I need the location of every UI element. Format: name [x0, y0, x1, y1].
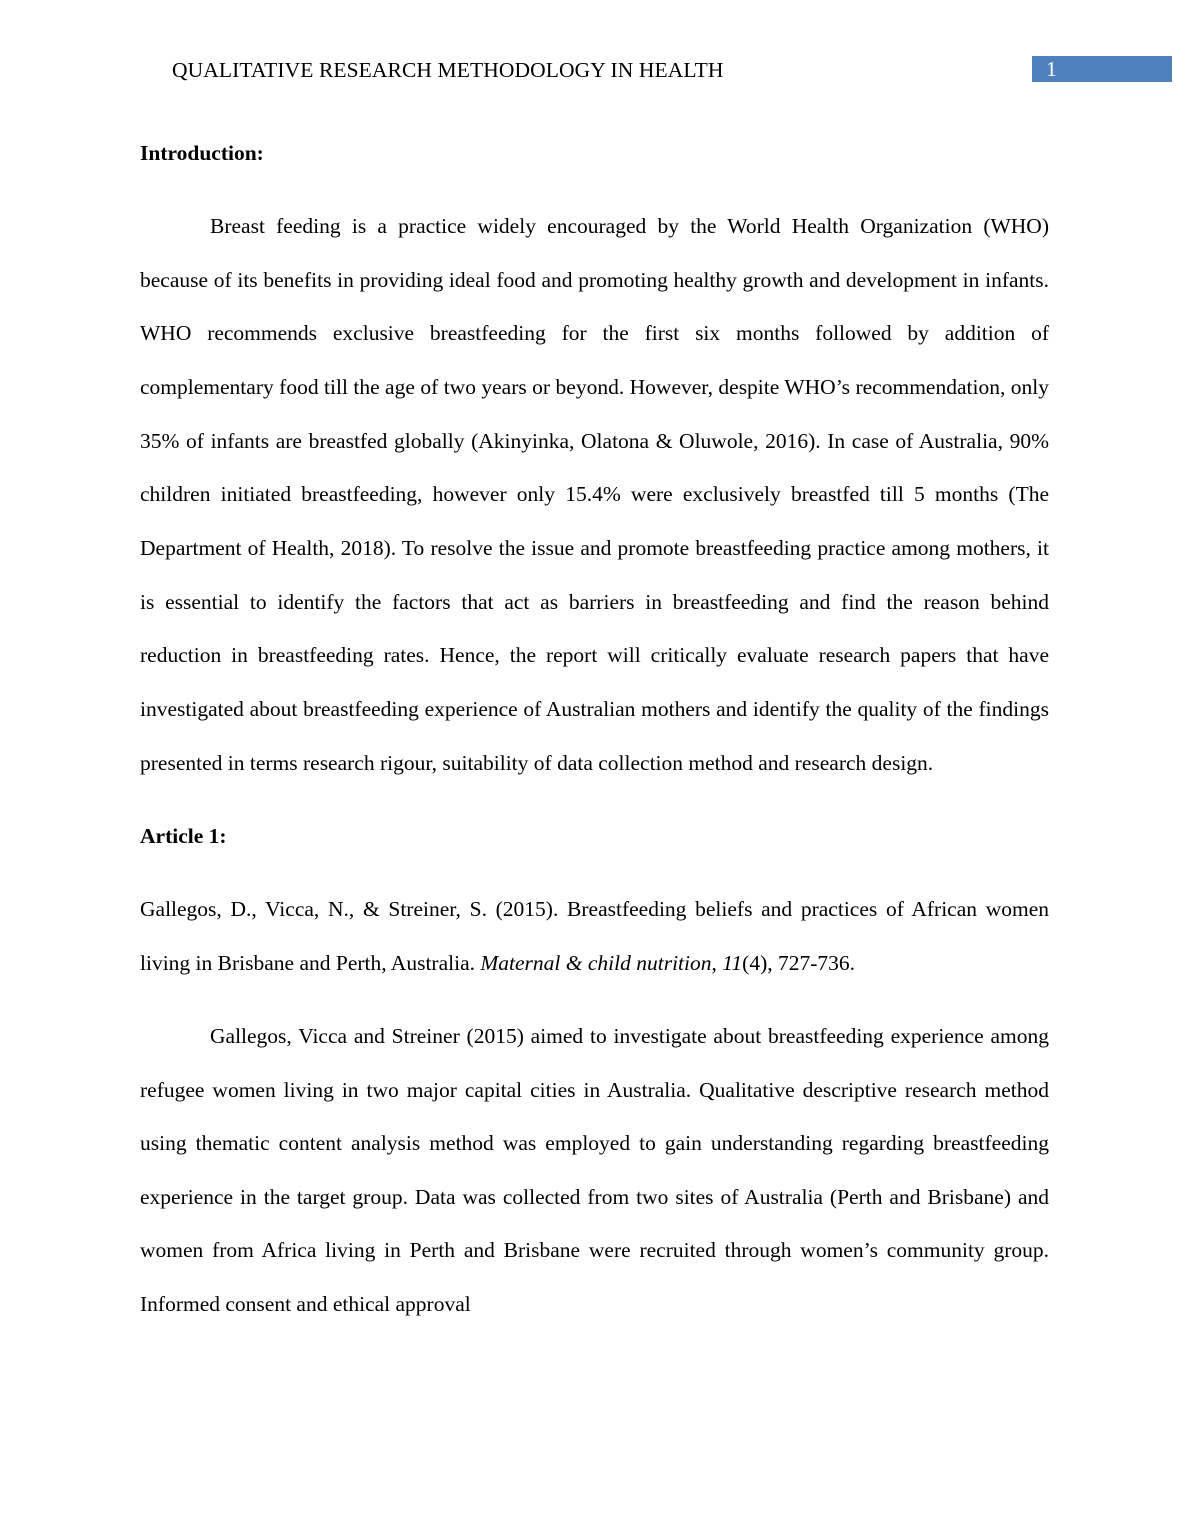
spacer: [140, 790, 1049, 810]
article-1-paragraph: Gallegos, Vicca and Streiner (2015) aimed to investigate about breastfeeding experience among refugee women living in two major capital cities in Australia. Qualitative descriptive research method using thematic content analysis method was employed to gain understanding regarding breastfeeding experience in the target group. Data was collected from two sites of Australia (Perth and Brisbane) and women from Africa living in Perth and Brisbane were recruited through women’s community group. Informed consent and ethical approval: [140, 1023, 1049, 1317]
page-header: [0, 0, 1190, 100]
spacer: [140, 990, 1049, 1010]
document-body: [140, 127, 1049, 1332]
page-number: 1: [1046, 57, 1057, 81]
running-head: QUALITATIVE RESEARCH METHODOLOGY IN HEALTH: [172, 58, 724, 82]
page-number-box: [1032, 56, 1172, 82]
reference-authors-title: Gallegos, D., Vicca, N., & Streiner, S. (2015). Breastfeeding beliefs and practices of African women living in Brisbane and Perth, Australia.: [140, 897, 1049, 975]
spacer: [140, 864, 1049, 884]
reference-volume: 11: [722, 950, 743, 975]
introduction-paragraph: Breast feeding is a practice widely encouraged by the World Health Organization (WHO) because of its benefits in providing ideal food and promoting healthy growth and development in infants. WHO recommends exclusive breastfeeding for the first six months followed by addition of complementary food till the age of two years or beyond. However, despite WHO’s recommendation, only 35% of infants are breastfed globally (Akinyinka, Olatona & Oluwole, 2016). In case of Australia, 90% children initiated breastfeeding, however only 15.4% were exclusively breastfed till 5 months (The Department of Health, 2018). To resolve the issue and promote breastfeeding practice among mothers, it is essential to identify the factors that act as barriers in breastfeeding and find the reason behind reduction in breastfeeding rates. Hence, the report will critically evaluate research papers that have investigated about breastfeeding experience of Australian mothers and identify the quality of the findings presented in terms research rigour, suitability of data collection method and research design.: [140, 214, 1049, 775]
section-heading-introduction: Introduction:: [140, 141, 264, 165]
section-heading-article-1: Article 1:: [140, 823, 227, 848]
reference-issue-pages: (4), 727-736.: [742, 950, 856, 975]
article-1-reference: [140, 883, 1049, 990]
reference-separator: ,: [711, 950, 723, 975]
spacer: [140, 181, 1049, 201]
reference-journal: Maternal & child nutrition: [480, 950, 712, 975]
